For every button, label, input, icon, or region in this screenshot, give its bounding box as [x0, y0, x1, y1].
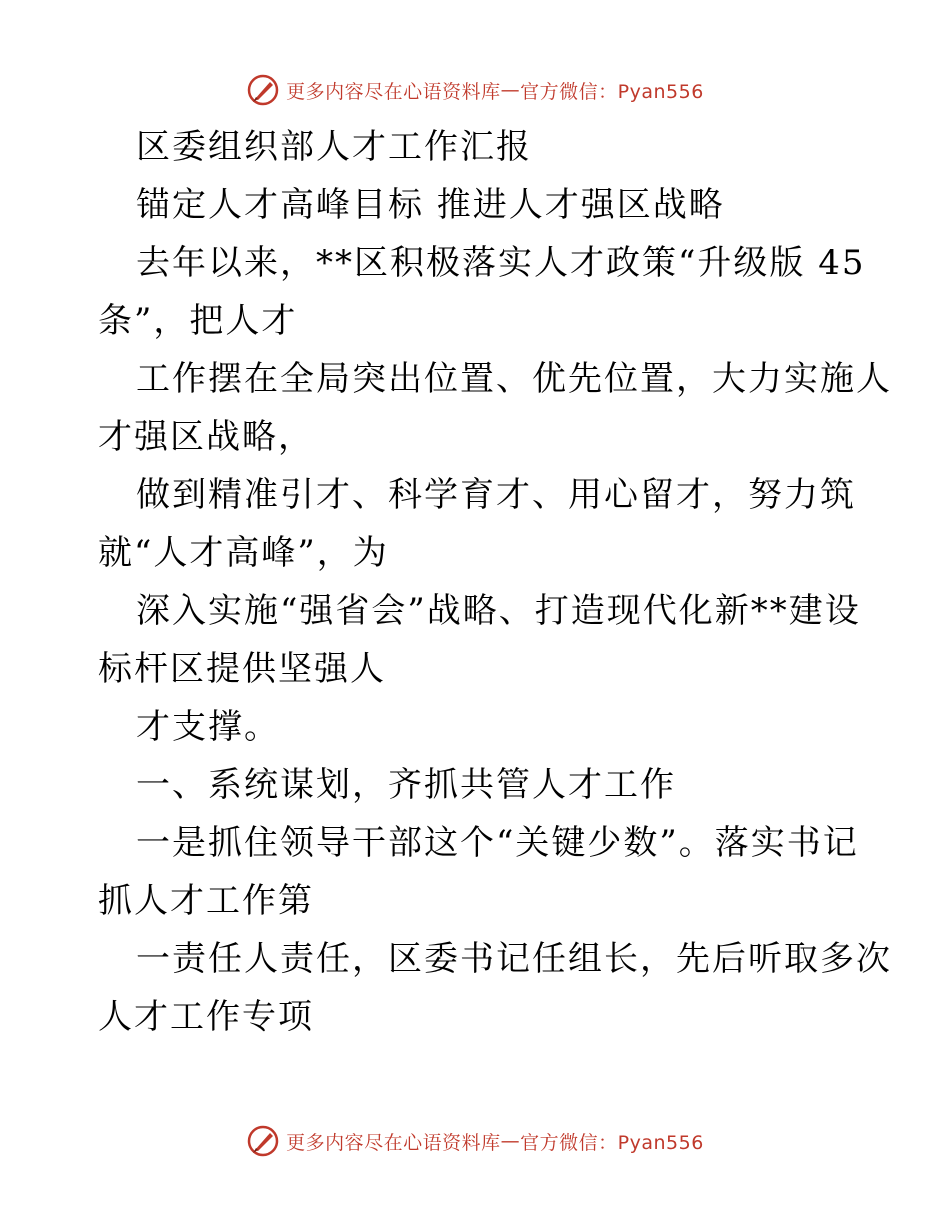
document-title: 区委组织部人才工作汇报	[136, 127, 532, 167]
paragraph-line: 工作摆在全局突出位置、优先位置，大力实施人	[136, 359, 892, 399]
paragraph-line: 深入实施“强省会”战略、打造现代化新**建设	[136, 591, 861, 631]
paragraph-line: 条”，把人才	[98, 301, 298, 341]
watermark-text-wechat: 官方微信：Pyan556	[520, 1131, 704, 1154]
watermark-text-primary: 更多内容尽在心语资料库	[286, 1131, 501, 1154]
document-body	[98, 118, 892, 1046]
paragraph-line: 才强区战略，	[98, 417, 314, 457]
paragraph-line: 人才工作专项	[98, 997, 314, 1037]
paragraph-line: 就“人才高峰”，为	[98, 533, 389, 573]
quill-pen-circle-icon	[246, 1124, 280, 1158]
document-subtitle: 锚定人才高峰目标 推进人才强区战略	[136, 185, 725, 225]
paragraph-line: 做到精准引才、科学育才、用心留才，努力筑	[136, 475, 856, 515]
paragraph-line: 抓人才工作第	[98, 881, 314, 921]
watermark-text-primary: 更多内容尽在心语资料库	[286, 80, 501, 103]
paragraph-line: 去年以来，**区积极落实人才政策“升级版 45	[136, 243, 866, 283]
watermark-separator: —	[500, 1130, 521, 1152]
quill-pen-circle-icon	[246, 73, 280, 107]
paragraph-line: 一是抓住领导干部这个“关键少数”。落实书记	[136, 823, 859, 863]
footer-watermark	[0, 1124, 950, 1158]
watermark-text-wechat: 官方微信：Pyan556	[520, 80, 704, 103]
section-heading: 一、系统谋划，齐抓共管人才工作	[136, 765, 676, 805]
watermark-separator: —	[500, 79, 521, 101]
paragraph-line: 才支撑。	[136, 707, 280, 747]
header-watermark	[0, 73, 950, 107]
paragraph-line: 一责任人责任，区委书记任组长，先后听取多次	[136, 939, 892, 979]
paragraph-line: 标杆区提供坚强人	[98, 649, 386, 689]
